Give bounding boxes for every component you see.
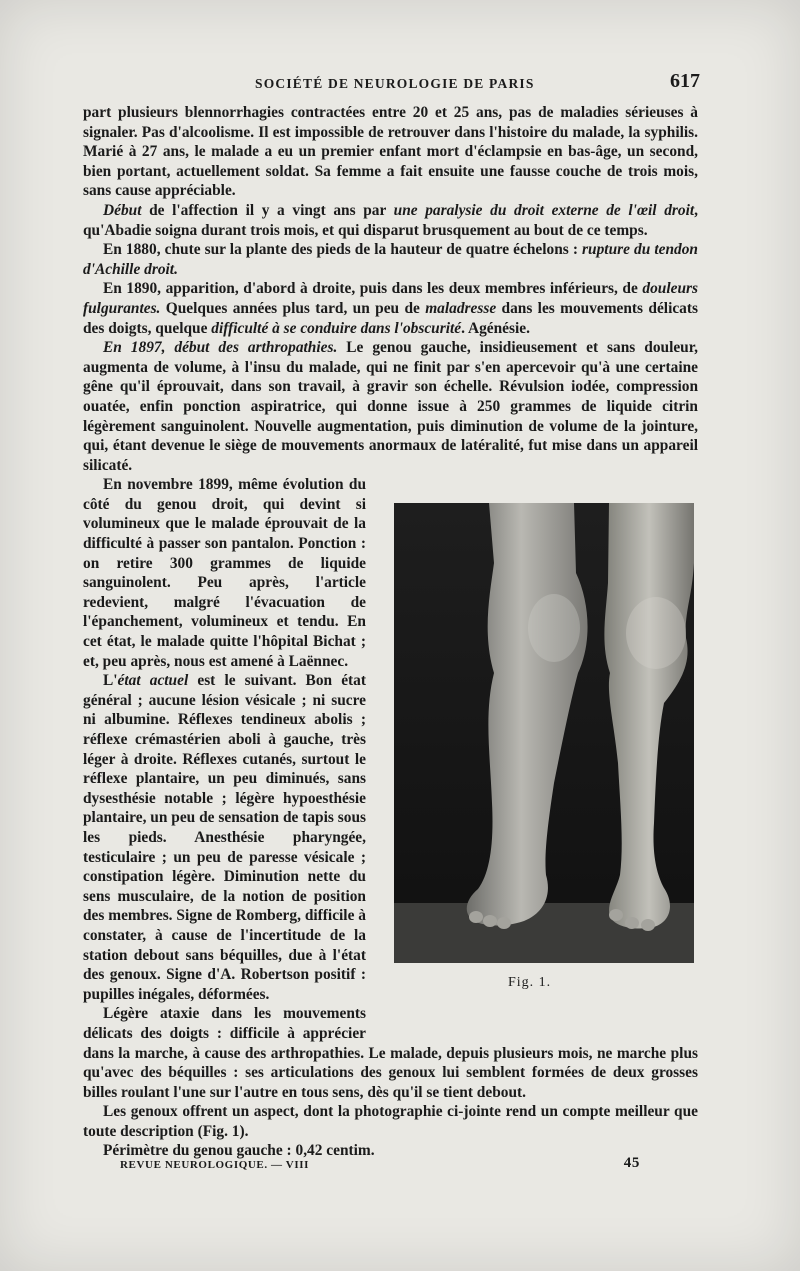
text-span: L' <box>103 672 118 690</box>
page-header <box>80 70 700 100</box>
paragraph-8: Légère ataxie dans les mouvements délicats des doigts : difficile à apprécier dans la marche, à cause des arthropathies. Le malade, depuis plusieurs mois, ne marche plus qu'avec des béquilles : ses articulations des genoux lui semblent formées de deux grosses billes roulant l'une sur l'autre en tous sens, dès qu'il se tient debout. <box>83 1005 698 1101</box>
text-span: En 1890, apparition, d'abord à droite, puis dans les deux membres inférieurs, de <box>103 280 643 298</box>
italic-debut: Début <box>103 201 142 219</box>
paragraph-5 <box>83 338 698 475</box>
paragraph-9: Les genoux offrent un aspect, dont la photographie ci-jointe rend un compte meilleur que toute description (Fig. 1). <box>83 1103 698 1140</box>
article-body <box>83 103 698 1161</box>
italic-etat-actuel: état actuel <box>117 672 189 690</box>
text-span: de l'affection il y a vingt ans par <box>141 201 394 219</box>
italic-douleurs: douleurs fulgurantes. <box>83 280 698 317</box>
text-span: . Agénésie. <box>461 319 530 337</box>
figure-1 <box>388 481 698 1036</box>
paragraph-10: Périmètre du genou gauche : 0,42 centim. <box>103 1142 375 1160</box>
running-head: SOCIÉTÉ DE NEUROLOGIE DE PARIS <box>255 76 535 91</box>
signature-mark: 45 <box>623 1155 640 1171</box>
italic-difficulte: difficulté à se conduire dans l'obscurité <box>211 319 462 337</box>
italic-rupture: rupture du tendon d'Achille droit. <box>83 241 698 278</box>
paragraph-2 <box>83 201 698 240</box>
italic-maladresse: maladresse <box>425 299 497 317</box>
text-span: dans les mouvements délicats des doigts, quelque <box>83 299 698 337</box>
photograph-of-legs <box>394 503 694 963</box>
figure-caption: Fig. 1. <box>508 975 552 991</box>
italic-arthropathies: En 1897, début des arthropathies. <box>103 339 338 357</box>
text-span: , qu'Abadie soigna durant trois mois, et qui disparut brusquement au bout de ce temps. <box>83 201 698 239</box>
paragraph-4 <box>83 279 698 338</box>
paragraph-3 <box>83 240 698 279</box>
text-span: En 1880, chute sur la plante des pieds de la hauteur de quatre échelons : <box>103 241 583 259</box>
text-span: est le suivant. Bon état général ; aucune lésion vésicale ; ni sucre ni albumine. Réflexes tendineux abolis ; réflexe crémastérien aboli à gauche, très léger à droite. Réflexes cutanés, surtout le réflexe plantaire, un peu diminués, sans dysesthésie notable ; légère hypoesthésie plantaire, un peu de sensation de tapis sous les pieds. Anesthésie pharyngée, testiculaire ; un peu de paresse vésicale ; constipation légère. Diminution nette du sens musculaire, de la notion de position des membres. Signe de Romberg, difficile à constater, à cause de l'incertitude de la station debout sans béquilles, due à l'état des genoux. Signe d'A. Robertson positif : pupilles inégales, déformées. <box>83 672 366 1003</box>
italic-paralysie: une paralysie du droit externe de l'œil droit <box>393 201 695 219</box>
legs-photo-drawing <box>394 503 694 963</box>
paragraph-1: part plusieurs blennorrhagies contractées entre 20 et 25 ans, pas de maladies sérieuses à signaler. Pas d'alcoolisme. Il est impossible de retrouver dans l'histoire du malade, la syphilis. Marié à 27 ans, le malade a eu un premier enfant mort d'éclampsie en bas-âge, un second, bien portant, actuellement soldat. Sa femme a fait ensuite une fausse couche de trois mois, sans cause appréciable. <box>83 104 698 200</box>
paragraph-6: En novembre 1899, même évolution du côté du genou droit, qui devint si volumineux que le malade éprouvait de la difficulté à passer son pantalon. Ponction : on retire 300 grammes de liquide sanguinolent. Peu après, l'article redevient, malgré l'évacuation de l'épanchement, volumineux et tendu. En cet état, le malade quitte l'hôpital Bichat ; et, peu après, nous est amené à Laënnec. <box>83 476 366 670</box>
text-span: Le genou gauche, insidieusement et sans douleur, augmenta de volume, à l'insu du malade, qui ne finit par s'en apercevoir qu'à une certaine gêne qu'il éprouvait, dans son travail, à gravir son échelle. Révulsion iodée, compression ouatée, enfin ponction aspiratrice, qui donne issue à 250 grammes de liquide citrin légèrement sanguinolent. Nouvelle augmentation, puis diminution de volume de la jointure, qui, étant devenue le siège de mouvements anormaux de latéralité, fut mise dans un appareil silicaté. <box>83 339 699 474</box>
text-span: Quelques années plus tard, un peu de <box>160 299 426 317</box>
journal-name: REVUE NEUROLOGIQUE. — VIII <box>120 1159 309 1171</box>
page-number: 617 <box>670 70 700 92</box>
page-footer <box>120 1155 640 1175</box>
